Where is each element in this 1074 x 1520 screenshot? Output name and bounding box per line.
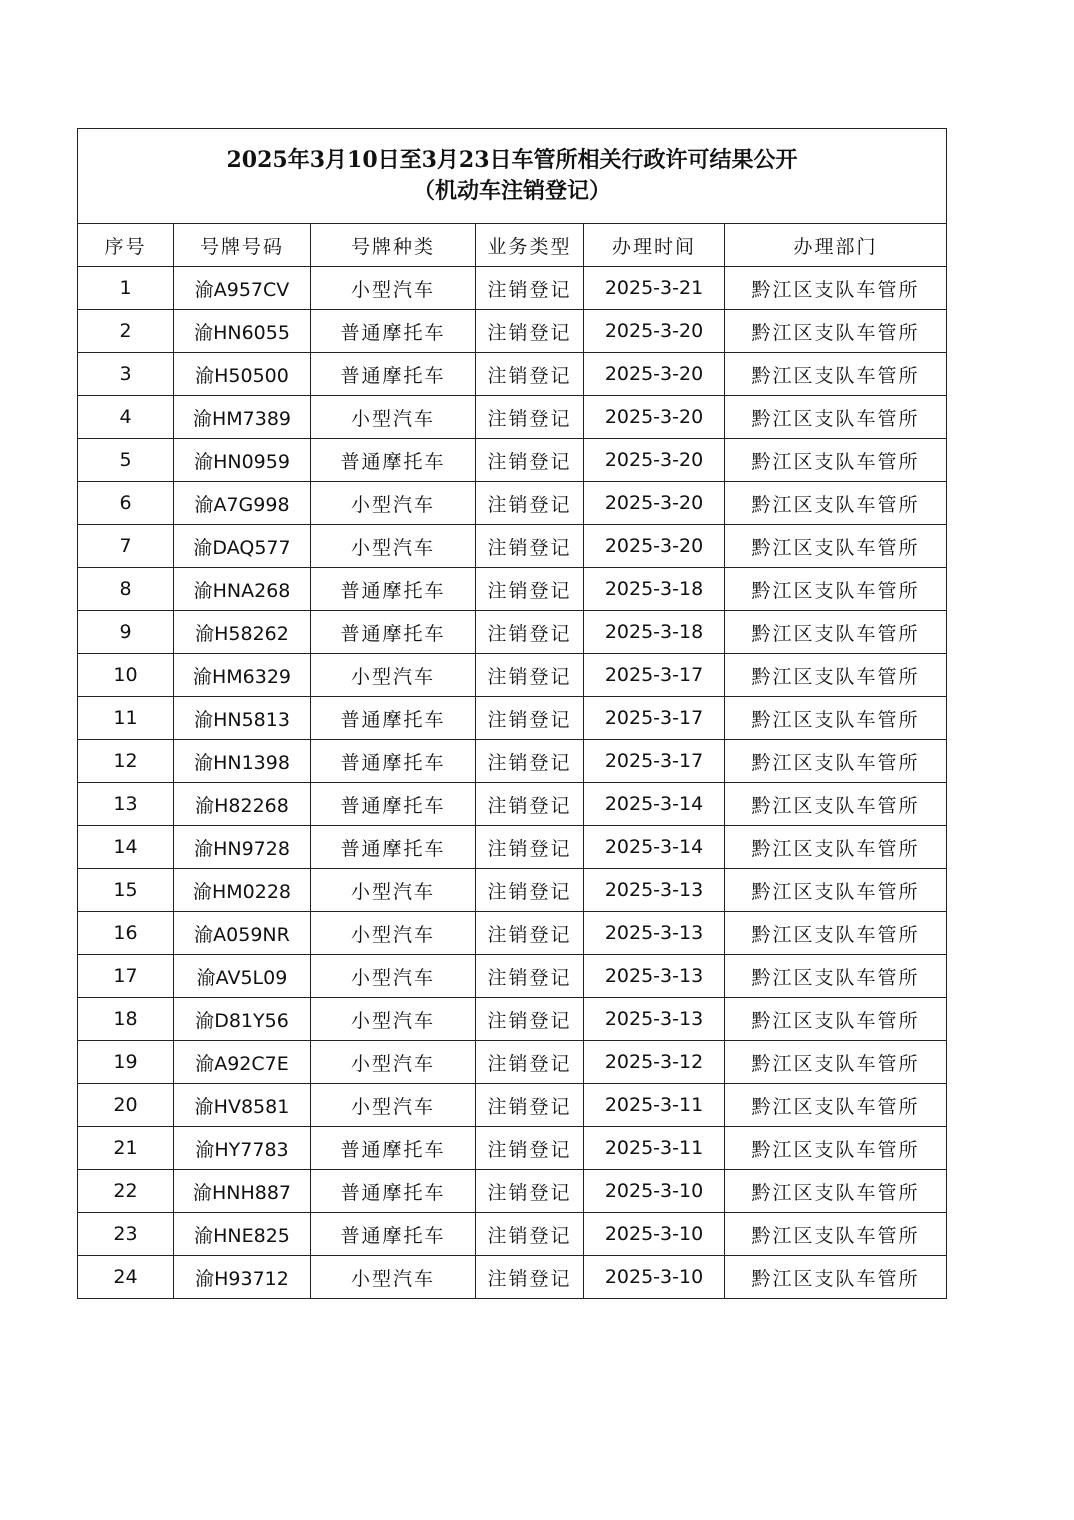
row-index-cell: 11 (78, 697, 174, 740)
process-date-cell: 2025-3-21 (584, 267, 725, 310)
table-row (78, 783, 947, 826)
row-index-cell: 17 (78, 955, 174, 998)
business-type-cell: 注销登记 (476, 439, 584, 482)
plate-number-cell: 渝AV5L09 (174, 955, 311, 998)
table-row (78, 482, 947, 525)
row-index-cell: 5 (78, 439, 174, 482)
header-plate-type: 号牌种类 (311, 224, 476, 267)
title-row (78, 129, 947, 224)
plate-type-cell: 小型汽车 (311, 1084, 476, 1127)
process-date-cell: 2025-3-20 (584, 525, 725, 568)
department-cell: 黔江区支队车管所 (725, 568, 947, 611)
plate-number-cell: 渝HM0228 (174, 869, 311, 912)
header-index: 序号 (78, 224, 174, 267)
document-sheet (77, 128, 946, 1299)
business-type-cell: 注销登记 (476, 267, 584, 310)
row-index-cell: 13 (78, 783, 174, 826)
plate-number-cell: 渝HM6329 (174, 654, 311, 697)
process-date-cell: 2025-3-13 (584, 955, 725, 998)
table-row (78, 1256, 947, 1299)
process-date-cell: 2025-3-20 (584, 310, 725, 353)
table-row (78, 826, 947, 869)
header-department: 办理部门 (725, 224, 947, 267)
plate-type-cell: 小型汽车 (311, 998, 476, 1041)
plate-type-cell: 小型汽车 (311, 482, 476, 525)
row-index-cell: 7 (78, 525, 174, 568)
table-row (78, 611, 947, 654)
department-cell: 黔江区支队车管所 (725, 439, 947, 482)
table-row (78, 1213, 947, 1256)
plate-number-cell: 渝HN9728 (174, 826, 311, 869)
business-type-cell: 注销登记 (476, 1213, 584, 1256)
business-type-cell: 注销登记 (476, 697, 584, 740)
process-date-cell: 2025-3-17 (584, 654, 725, 697)
row-index-cell: 6 (78, 482, 174, 525)
business-type-cell: 注销登记 (476, 1127, 584, 1170)
plate-type-cell: 普通摩托车 (311, 826, 476, 869)
department-cell: 黔江区支队车管所 (725, 783, 947, 826)
process-date-cell: 2025-3-18 (584, 568, 725, 611)
plate-number-cell: 渝A7G998 (174, 482, 311, 525)
table-row (78, 267, 947, 310)
table-row (78, 912, 947, 955)
business-type-cell: 注销登记 (476, 611, 584, 654)
department-cell: 黔江区支队车管所 (725, 1041, 947, 1084)
plate-type-cell: 小型汽车 (311, 1041, 476, 1084)
process-date-cell: 2025-3-12 (584, 1041, 725, 1084)
business-type-cell: 注销登记 (476, 568, 584, 611)
plate-type-cell: 小型汽车 (311, 396, 476, 439)
process-date-cell: 2025-3-13 (584, 869, 725, 912)
row-index-cell: 21 (78, 1127, 174, 1170)
process-date-cell: 2025-3-10 (584, 1213, 725, 1256)
plate-type-cell: 小型汽车 (311, 869, 476, 912)
plate-type-cell: 小型汽车 (311, 955, 476, 998)
department-cell: 黔江区支队车管所 (725, 1127, 947, 1170)
department-cell: 黔江区支队车管所 (725, 697, 947, 740)
process-date-cell: 2025-3-13 (584, 998, 725, 1041)
business-type-cell: 注销登记 (476, 955, 584, 998)
row-index-cell: 19 (78, 1041, 174, 1084)
table-row (78, 568, 947, 611)
process-date-cell: 2025-3-17 (584, 740, 725, 783)
table-row (78, 1041, 947, 1084)
row-index-cell: 22 (78, 1170, 174, 1213)
plate-number-cell: 渝D81Y56 (174, 998, 311, 1041)
business-type-cell: 注销登记 (476, 740, 584, 783)
plate-type-cell: 普通摩托车 (311, 697, 476, 740)
business-type-cell: 注销登记 (476, 826, 584, 869)
process-date-cell: 2025-3-20 (584, 482, 725, 525)
plate-number-cell: 渝HN6055 (174, 310, 311, 353)
row-index-cell: 16 (78, 912, 174, 955)
business-type-cell: 注销登记 (476, 310, 584, 353)
table-row (78, 396, 947, 439)
registration-table (77, 128, 947, 1299)
process-date-cell: 2025-3-13 (584, 912, 725, 955)
header-row (78, 224, 947, 267)
business-type-cell: 注销登记 (476, 1170, 584, 1213)
row-index-cell: 10 (78, 654, 174, 697)
header-plate-number: 号牌号码 (174, 224, 311, 267)
plate-type-cell: 小型汽车 (311, 654, 476, 697)
table-body (78, 267, 947, 1299)
process-date-cell: 2025-3-11 (584, 1127, 725, 1170)
process-date-cell: 2025-3-10 (584, 1170, 725, 1213)
business-type-cell: 注销登记 (476, 525, 584, 568)
department-cell: 黔江区支队车管所 (725, 267, 947, 310)
row-index-cell: 12 (78, 740, 174, 783)
row-index-cell: 24 (78, 1256, 174, 1299)
department-cell: 黔江区支队车管所 (725, 1170, 947, 1213)
row-index-cell: 20 (78, 1084, 174, 1127)
plate-type-cell: 普通摩托车 (311, 568, 476, 611)
plate-type-cell: 普通摩托车 (311, 1127, 476, 1170)
table-row (78, 955, 947, 998)
process-date-cell: 2025-3-17 (584, 697, 725, 740)
process-date-cell: 2025-3-10 (584, 1256, 725, 1299)
title-line-2: （机动车注销登记） (413, 178, 612, 204)
plate-number-cell: 渝H93712 (174, 1256, 311, 1299)
department-cell: 黔江区支队车管所 (725, 1084, 947, 1127)
plate-number-cell: 渝HN1398 (174, 740, 311, 783)
department-cell: 黔江区支队车管所 (725, 482, 947, 525)
plate-number-cell: 渝HN0959 (174, 439, 311, 482)
department-cell: 黔江区支队车管所 (725, 912, 947, 955)
document-title (78, 129, 947, 224)
row-index-cell: 15 (78, 869, 174, 912)
table-row (78, 654, 947, 697)
plate-number-cell: 渝A059NR (174, 912, 311, 955)
business-type-cell: 注销登记 (476, 396, 584, 439)
department-cell: 黔江区支队车管所 (725, 740, 947, 783)
row-index-cell: 1 (78, 267, 174, 310)
business-type-cell: 注销登记 (476, 1256, 584, 1299)
table-row (78, 353, 947, 396)
business-type-cell: 注销登记 (476, 869, 584, 912)
department-cell: 黔江区支队车管所 (725, 998, 947, 1041)
department-cell: 黔江区支队车管所 (725, 869, 947, 912)
row-index-cell: 18 (78, 998, 174, 1041)
department-cell: 黔江区支队车管所 (725, 955, 947, 998)
title-line-1: 2025年3月10日至3月23日车管所相关行政许可结果公开 (226, 147, 798, 173)
plate-type-cell: 小型汽车 (311, 525, 476, 568)
table-row (78, 697, 947, 740)
plate-number-cell: 渝A957CV (174, 267, 311, 310)
department-cell: 黔江区支队车管所 (725, 353, 947, 396)
business-type-cell: 注销登记 (476, 783, 584, 826)
row-index-cell: 14 (78, 826, 174, 869)
business-type-cell: 注销登记 (476, 654, 584, 697)
table-row (78, 740, 947, 783)
plate-type-cell: 普通摩托车 (311, 611, 476, 654)
plate-number-cell: 渝HM7389 (174, 396, 311, 439)
table-row (78, 525, 947, 568)
process-date-cell: 2025-3-14 (584, 826, 725, 869)
department-cell: 黔江区支队车管所 (725, 310, 947, 353)
process-date-cell: 2025-3-20 (584, 353, 725, 396)
row-index-cell: 9 (78, 611, 174, 654)
business-type-cell: 注销登记 (476, 1041, 584, 1084)
plate-type-cell: 普通摩托车 (311, 740, 476, 783)
table-row (78, 1170, 947, 1213)
plate-type-cell: 小型汽车 (311, 912, 476, 955)
process-date-cell: 2025-3-11 (584, 1084, 725, 1127)
plate-type-cell: 普通摩托车 (311, 310, 476, 353)
process-date-cell: 2025-3-20 (584, 439, 725, 482)
table-row (78, 998, 947, 1041)
plate-type-cell: 普通摩托车 (311, 783, 476, 826)
business-type-cell: 注销登记 (476, 482, 584, 525)
table-row (78, 1084, 947, 1127)
row-index-cell: 3 (78, 353, 174, 396)
business-type-cell: 注销登记 (476, 912, 584, 955)
table-row (78, 869, 947, 912)
department-cell: 黔江区支队车管所 (725, 525, 947, 568)
plate-type-cell: 普通摩托车 (311, 1213, 476, 1256)
business-type-cell: 注销登记 (476, 353, 584, 396)
table-row (78, 1127, 947, 1170)
plate-number-cell: 渝HNE825 (174, 1213, 311, 1256)
department-cell: 黔江区支队车管所 (725, 611, 947, 654)
plate-number-cell: 渝H82268 (174, 783, 311, 826)
plate-number-cell: 渝H58262 (174, 611, 311, 654)
plate-number-cell: 渝A92C7E (174, 1041, 311, 1084)
plate-number-cell: 渝HNA268 (174, 568, 311, 611)
plate-number-cell: 渝H50500 (174, 353, 311, 396)
row-index-cell: 8 (78, 568, 174, 611)
row-index-cell: 2 (78, 310, 174, 353)
plate-type-cell: 普通摩托车 (311, 1170, 476, 1213)
plate-number-cell: 渝HY7783 (174, 1127, 311, 1170)
row-index-cell: 23 (78, 1213, 174, 1256)
department-cell: 黔江区支队车管所 (725, 826, 947, 869)
department-cell: 黔江区支队车管所 (725, 1256, 947, 1299)
table-row (78, 439, 947, 482)
plate-number-cell: 渝HNH887 (174, 1170, 311, 1213)
header-business-type: 业务类型 (476, 224, 584, 267)
process-date-cell: 2025-3-18 (584, 611, 725, 654)
plate-number-cell: 渝HV8581 (174, 1084, 311, 1127)
business-type-cell: 注销登记 (476, 998, 584, 1041)
plate-type-cell: 小型汽车 (311, 267, 476, 310)
business-type-cell: 注销登记 (476, 1084, 584, 1127)
plate-number-cell: 渝HN5813 (174, 697, 311, 740)
department-cell: 黔江区支队车管所 (725, 1213, 947, 1256)
plate-type-cell: 普通摩托车 (311, 439, 476, 482)
table-row (78, 310, 947, 353)
header-process-date: 办理时间 (584, 224, 725, 267)
plate-type-cell: 普通摩托车 (311, 353, 476, 396)
plate-type-cell: 小型汽车 (311, 1256, 476, 1299)
process-date-cell: 2025-3-20 (584, 396, 725, 439)
plate-number-cell: 渝DAQ577 (174, 525, 311, 568)
process-date-cell: 2025-3-14 (584, 783, 725, 826)
department-cell: 黔江区支队车管所 (725, 396, 947, 439)
department-cell: 黔江区支队车管所 (725, 654, 947, 697)
row-index-cell: 4 (78, 396, 174, 439)
